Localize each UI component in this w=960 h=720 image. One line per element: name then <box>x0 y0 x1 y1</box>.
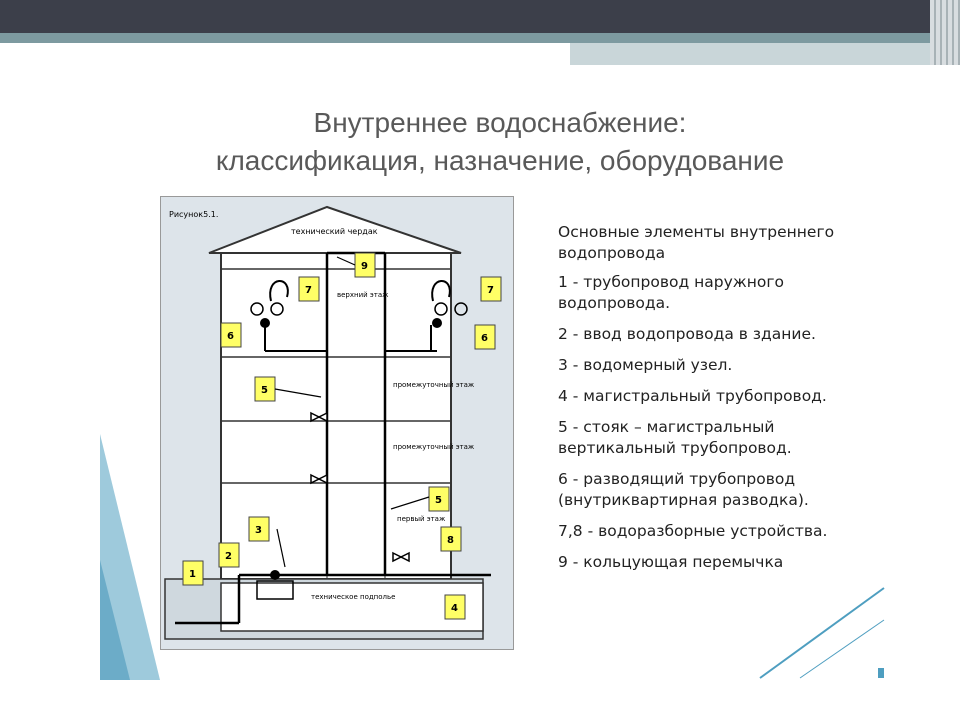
attic-label: технический чердак <box>291 227 378 236</box>
marker-8: 8 <box>447 535 454 546</box>
marker-1: 1 <box>189 569 196 580</box>
building-diagram <box>160 196 514 650</box>
marker-2: 2 <box>225 551 232 562</box>
marker-5-right: 5 <box>435 495 442 506</box>
legend-item-8: 9 - кольцующая перемычка <box>558 553 784 571</box>
basement-label: техническое подполье <box>311 593 396 601</box>
legend-item-5: 5 - стояк – магистральный вертикальный трубопровод. <box>558 418 792 457</box>
basement-room <box>221 583 483 631</box>
marker-7-left: 7 <box>305 285 312 296</box>
legend-item-2: 2 - ввод водопровода в здание. <box>558 325 816 343</box>
slide-title <box>150 104 850 180</box>
legend-item-6: 6 - разводящий трубопровод (внутриквартирная разводка). <box>558 470 809 509</box>
marker-6-right: 6 <box>481 333 488 344</box>
plumbing-diagram-svg <box>161 197 513 649</box>
legend-item-1: 1 - трубопровод наружного водопровода. <box>558 273 784 312</box>
marker-3: 3 <box>255 525 262 536</box>
figure-caption: Рисунок5.1. <box>169 210 219 219</box>
title-line-2: классификация, назначение, оборудование <box>215 145 785 176</box>
legend-item-4: 4 - магистральный трубопровод. <box>558 387 827 405</box>
marker-5-left: 5 <box>261 385 268 396</box>
legend-item-7: 7,8 - водоразборные устройства. <box>558 522 828 540</box>
mid-floor-1-label: промежуточный этаж <box>393 381 475 389</box>
top-floor-label: верхний этаж <box>337 291 389 299</box>
legend-list <box>558 222 888 583</box>
marker-9: 9 <box>361 261 368 272</box>
marker-6-left: 6 <box>227 331 234 342</box>
marker-7-right: 7 <box>487 285 494 296</box>
title-line-1: Внутреннее водоснабжение: <box>313 107 687 138</box>
water-meter-icon <box>270 570 280 580</box>
legend-item-3: 3 - водомерный узел. <box>558 356 733 374</box>
mid-floor-2-label: промежуточный этаж <box>393 443 475 451</box>
legend-heading: Основные элементы внутреннего водопровода <box>558 223 835 262</box>
marker-4: 4 <box>451 603 458 614</box>
first-floor-label: первый этаж <box>397 515 446 523</box>
